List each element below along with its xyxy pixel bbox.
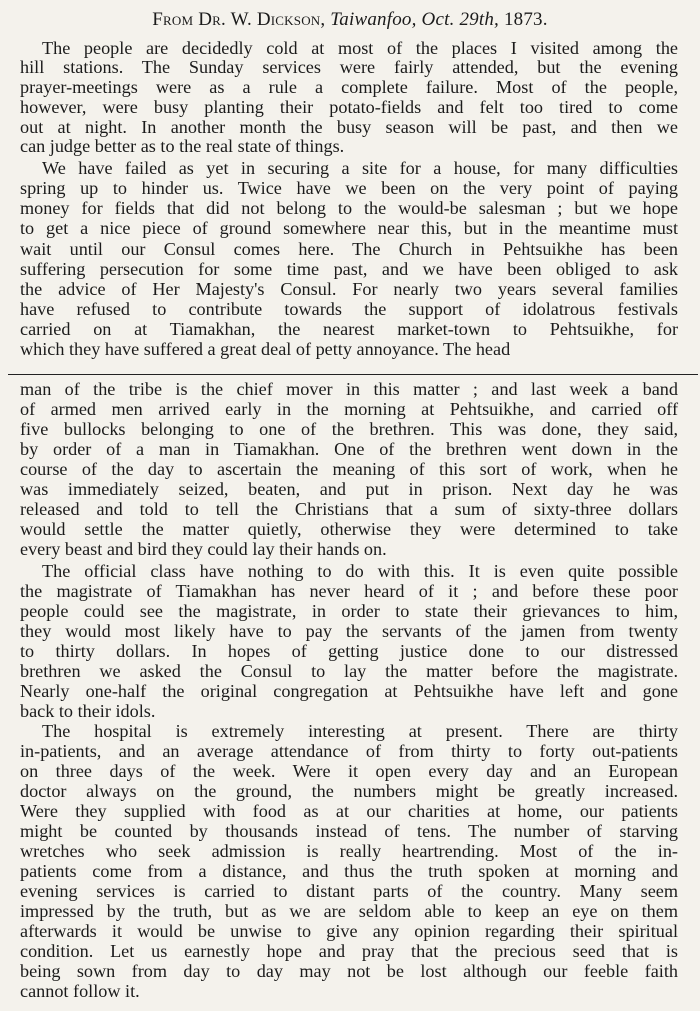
text-line: hill stations. The Sunday services were fairly attended, but the evening <box>20 57 678 77</box>
text-line: every beast and bird they could lay their hands on. <box>20 539 387 559</box>
text-line: spring up to hinder us. Twice have we been on the very point of paying <box>20 178 678 198</box>
text-line: however, were busy planting their potato-fields and felt too tired to come <box>20 97 678 117</box>
text-line: of armed men arrived early in the morning at Pehtsuikhe, and carried off <box>20 399 678 419</box>
text-line: out at night. In another month the busy season will be past, and then we <box>20 117 678 137</box>
text-line: impressed by the truth, but as we are seldom able to keep an eye on them <box>20 901 678 921</box>
text-line: wait until our Consul comes here. The Church in Pehtsuikhe has been <box>20 239 678 259</box>
text-line: The people are decidedly cold at most of the places I visited among the <box>42 38 678 58</box>
heading-year: 1873. <box>503 9 548 30</box>
text-line: cannot follow it. <box>20 981 140 1001</box>
text-line: which they have suffered a great deal of petty annoyance. The head <box>20 339 511 359</box>
text-line: by order of a man in Tiamakhan. One of the brethren went down in the <box>20 439 678 459</box>
heading-place-date: Taiwanfoo, Oct. 29th, <box>330 9 499 30</box>
text-line: the magistrate of Tiamakhan has never heard of it ; and before these poor <box>20 581 678 601</box>
text-line: wretches who seek admission is really heartrending. Most of the in- <box>20 841 678 861</box>
text-line: Were they supplied with food as at our charities at home, our patients <box>20 801 678 821</box>
text-line: on three days of the week. Were it open every day and an European <box>20 761 678 781</box>
text-line: patients come from a distance, and thus the truth spoken at morning and <box>20 861 678 881</box>
text-line: the advice of Her Majesty's Consul. For nearly two years several families <box>20 279 678 299</box>
text-line: money for fields that did not belong to the would-be salesman ; but we hope <box>20 198 678 218</box>
text-line: to thirty dollars. In hopes of getting justice done to our distressed <box>20 641 678 661</box>
text-line: would settle the matter quietly, otherwise they were determined to take <box>20 519 678 539</box>
text-line: course of the day to ascertain the meaning of this sort of work, when he <box>20 459 678 479</box>
text-line: to get a nice piece of ground somewhere near this, but in the meantime must <box>20 218 678 238</box>
text-line: We have failed as yet in securing a site for a house, for many difficulties <box>42 158 678 178</box>
text-line: evening services is carried to distant parts of the country. Many seem <box>20 881 678 901</box>
text-line: The hospital is extremely interesting at present. There are thirty <box>42 721 678 741</box>
text-line: in-patients, and an average attendance of from thirty to forty out-patients <box>20 741 678 761</box>
text-line: carried on at Tiamakhan, the nearest market-town to Pehtsuikhe, for <box>20 319 678 339</box>
text-line: prayer-meetings were as a rule a complete failure. Most of the people, <box>20 77 678 97</box>
text-line: brethren we asked the Consul to lay the matter before the magistrate. <box>20 661 678 681</box>
text-line: might be counted by thousands instead of tens. The number of starving <box>20 821 678 841</box>
text-line: being sown from day to day may not be lost although our feeble faith <box>20 961 678 981</box>
text-line: Nearly one-half the original congregation at Pehtsuikhe have left and gone <box>20 681 678 701</box>
text-line: people could see the magistrate, in order to state their grievances to him, <box>20 601 678 621</box>
text-line: back to their idols. <box>20 701 156 721</box>
text-line: have refused to contribute towards the support of idolatrous festivals <box>20 299 678 319</box>
letter-heading <box>0 9 700 31</box>
text-line: was immediately seized, beaten, and put in prison. Next day he was <box>20 479 678 499</box>
text-line: afterwards it would be unwise to give any opinion regarding their spiritual <box>20 921 678 941</box>
text-line: man of the tribe is the chief mover in this matter ; and last week a band <box>20 379 678 399</box>
text-line: suffering persecution for some time past, and we have been obliged to ask <box>20 259 678 279</box>
text-line: The official class have nothing to do with this. It is even quite possible <box>42 561 678 581</box>
heading-author: From Dr. W. Dickson, <box>152 9 326 30</box>
text-line: released and told to tell the Christians that a sum of sixty-three dollars <box>20 499 678 519</box>
text-line: doctor always on the ground, the numbers might be greatly increased. <box>20 781 678 801</box>
text-line: five bullocks belonging to one of the brethren. This was done, they said, <box>20 419 678 439</box>
page-splice-rule <box>8 374 698 375</box>
text-line: they would most likely have to pay the servants of the jamen from twenty <box>20 621 678 641</box>
text-line: can judge better as to the real state of things. <box>20 136 345 156</box>
text-line: condition. Let us earnestly hope and pray that the precious seed that is <box>20 941 678 961</box>
